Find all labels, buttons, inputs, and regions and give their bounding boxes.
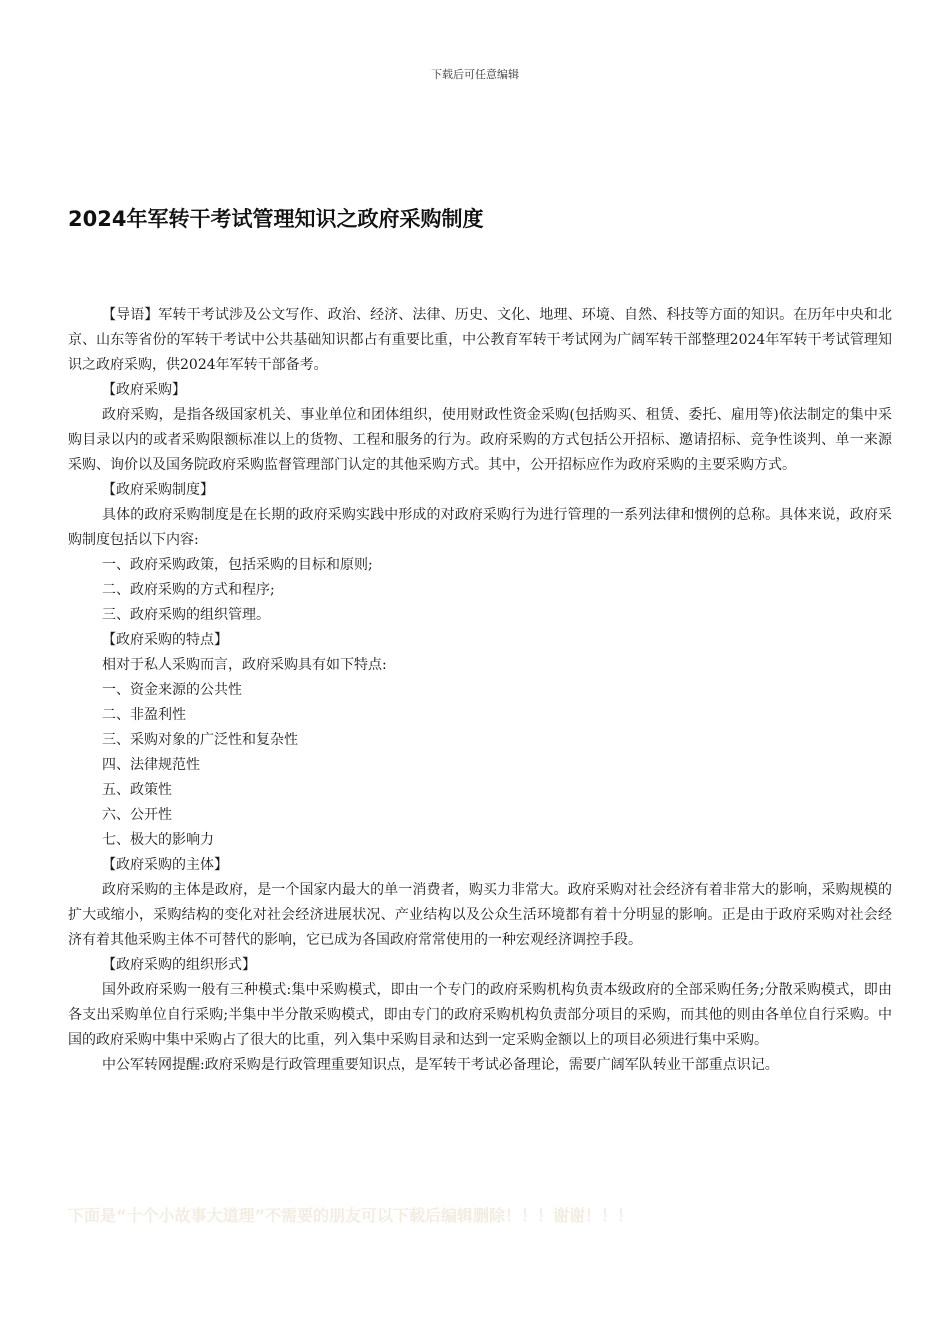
intro-paragraph: 【导语】军转干考试涉及公文写作、政治、经济、法律、历史、文化、地理、环境、自然、科技等方面的知识。在历年中央和北京、山东等省份的军转干考试中公共基础知识都占有重要比重，中公教育军转干考试网为广阔军转干部整理2024年军转干考试管理知识之政府采购，供2024年军转干部备考。	[68, 307, 892, 373]
document-body	[68, 303, 892, 1078]
section-heading: 【政府采购制度】	[102, 482, 214, 498]
header-note: 下载后可任意编辑	[431, 68, 519, 81]
closing-paragraph: 中公军转网提醒:政府采购是行政管理重要知识点，是军转干考试必备理论，需要广阔军队转业干部重点识记。	[102, 1057, 779, 1073]
list-item: 六、公开性	[102, 807, 172, 823]
body-line: 相对于私人采购而言，政府采购具有如下特点:	[102, 657, 387, 673]
list-item: 一、资金来源的公共性	[102, 682, 242, 698]
section-heading: 【政府采购的主体】	[102, 857, 228, 873]
body-paragraph: 政府采购，是指各级国家机关、事业单位和团体组织，使用财政性资金采购(包括购买、租赁、委托、雇用等)依法制定的集中采购目录以内的或者采购限额标准以上的货物、工程和服务的行为。政府采购的方式包括公开招标、邀请招标、竞争性谈判、单一来源采购、询价以及国务院政府采购监督管理部门认定的其他采购方式。其中，公开招标应作为政府采购的主要采购方式。	[68, 407, 892, 473]
list-item: 五、政策性	[102, 782, 172, 798]
list-item: 二、非盈利性	[102, 707, 186, 723]
list-item: 一、政府采购政策，包括采购的目标和原则;	[102, 557, 373, 573]
list-item: 三、政府采购的组织管理。	[102, 607, 270, 623]
body-paragraph: 国外政府采购一般有三种模式:集中采购模式，即由一个专门的政府采购机构负责本级政府的全部采购任务;分散采购模式，即由各支出采购单位自行采购;半集中半分散采购模式，即由专门的政府采购机构负责部分项目的采购，而其他的则由各单位自行采购。中国的政府采购中集中采购占了很大的比重，列入集中采购目录和达到一定采购金额以上的项目必须进行集中采购。	[68, 982, 892, 1048]
list-item: 七、极大的影响力	[102, 832, 214, 848]
list-item: 二、政府采购的方式和程序;	[102, 582, 275, 598]
section-heading: 【政府采购】	[102, 382, 186, 398]
body-paragraph: 政府采购的主体是政府，是一个国家内最大的单一消费者，购买力非常大。政府采购对社会经济有着非常大的影响，采购规模的扩大或缩小，采购结构的变化对社会经济进展状况、产业结构以及公众生活环境都有着十分明显的影响。正是由于政府采购对社会经济有着其他采购主体不可替代的影响，它已成为各国政府常常使用的一种宏观经济调控手段。	[68, 882, 892, 948]
list-item: 四、法律规范性	[102, 757, 200, 773]
page-title: 2024年军转干考试管理知识之政府采购制度	[68, 207, 484, 231]
section-heading: 【政府采购的特点】	[102, 632, 228, 648]
list-item: 三、采购对象的广泛性和复杂性	[102, 732, 298, 748]
footer-note: 下面是“十个小故事大道理”不需要的朋友可以下载后编辑删除！！！谢谢！！！	[68, 1206, 634, 1225]
section-heading: 【政府采购的组织形式】	[102, 957, 256, 973]
body-paragraph: 具体的政府采购制度是在长期的政府采购实践中形成的对政府采购行为进行管理的一系列法律和惯例的总称。具体来说，政府采购制度包括以下内容:	[68, 507, 892, 548]
